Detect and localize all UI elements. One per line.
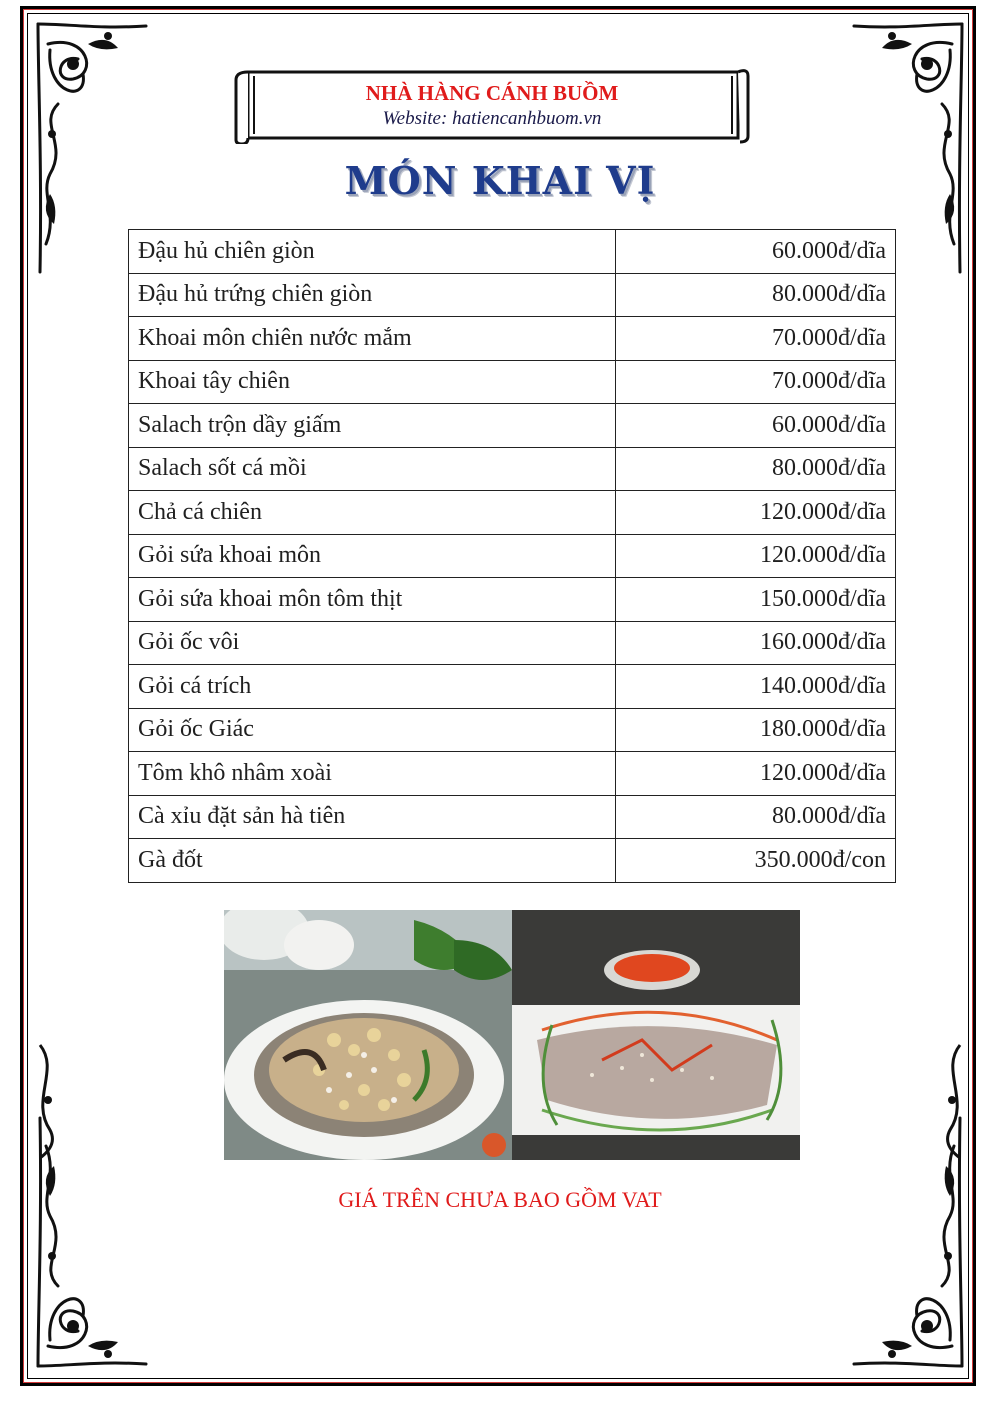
- table-row: [129, 578, 896, 622]
- table-row: [129, 230, 896, 274]
- dish-name: Đậu hủ trứng chiên giòn: [129, 273, 616, 317]
- table-row: [129, 317, 896, 361]
- table-row: [129, 795, 896, 839]
- table-row: [129, 404, 896, 448]
- dish-name: Salach sốt cá mồi: [129, 447, 616, 491]
- dish-price: 80.000đ/dĩa: [616, 447, 896, 491]
- dish-name: Khoai môn chiên nước mắm: [129, 317, 616, 361]
- dish-price: 60.000đ/dĩa: [616, 230, 896, 274]
- restaurant-header: [250, 80, 734, 130]
- table-row: [129, 447, 896, 491]
- side-flourish-left-icon: [30, 1040, 70, 1160]
- menu-title: MÓN KHAI VỊ: [344, 158, 656, 203]
- dish-name: Gỏi ốc Giác: [129, 708, 616, 752]
- table-row: [129, 491, 896, 535]
- dish-name: Đậu hủ chiên giòn: [129, 230, 616, 274]
- dish-price: 80.000đ/dĩa: [616, 795, 896, 839]
- vat-disclaimer: GIÁ TRÊN CHƯA BAO GỒM VAT: [338, 1187, 662, 1212]
- table-row: [129, 752, 896, 796]
- dish-name: Gỏi sứa khoai môn: [129, 534, 616, 578]
- dish-price: 120.000đ/dĩa: [616, 491, 896, 535]
- dish-price: 120.000đ/dĩa: [616, 534, 896, 578]
- dish-name: Salach trộn dầy giấm: [129, 404, 616, 448]
- dish-price: 350.000đ/con: [616, 839, 896, 883]
- table-row: [129, 273, 896, 317]
- side-flourish-right-icon: [930, 1040, 970, 1160]
- dish-price: 180.000đ/dĩa: [616, 708, 896, 752]
- restaurant-name: NHÀ HÀNG CÁNH BUỒM: [365, 81, 619, 105]
- dish-price: 160.000đ/dĩa: [616, 621, 896, 665]
- table-row: [129, 534, 896, 578]
- dish-name: Khoai tây chiên: [129, 360, 616, 404]
- table-row: [129, 360, 896, 404]
- website-link[interactable]: Website: hatiencanhbuom.vn: [382, 108, 602, 129]
- dish-name: Gà đốt: [129, 839, 616, 883]
- dish-name: Gỏi cá trích: [129, 665, 616, 709]
- dish-name: Tôm khô nhâm xoài: [129, 752, 616, 796]
- table-row: [129, 665, 896, 709]
- dish-price: 150.000đ/dĩa: [616, 578, 896, 622]
- dish-price: 140.000đ/dĩa: [616, 665, 896, 709]
- dish-name: Gỏi ốc vôi: [129, 621, 616, 665]
- table-row: [129, 839, 896, 883]
- dish-name: Gỏi sứa khoai môn tôm thịt: [129, 578, 616, 622]
- dish-price: 60.000đ/dĩa: [616, 404, 896, 448]
- dish-price: 80.000đ/dĩa: [616, 273, 896, 317]
- table-row: [129, 621, 896, 665]
- dish-price: 70.000đ/dĩa: [616, 360, 896, 404]
- menu-table: [128, 229, 896, 883]
- dish-price: 70.000đ/dĩa: [616, 317, 896, 361]
- dish-photo-sashimi-icon: [512, 910, 800, 1160]
- dish-price: 120.000đ/dĩa: [616, 752, 896, 796]
- dish-photo-salad-icon: [224, 910, 512, 1160]
- table-row: [129, 708, 896, 752]
- dish-name: Cà xỉu đặt sản hà tiên: [129, 795, 616, 839]
- dish-name: Chả cá chiên: [129, 491, 616, 535]
